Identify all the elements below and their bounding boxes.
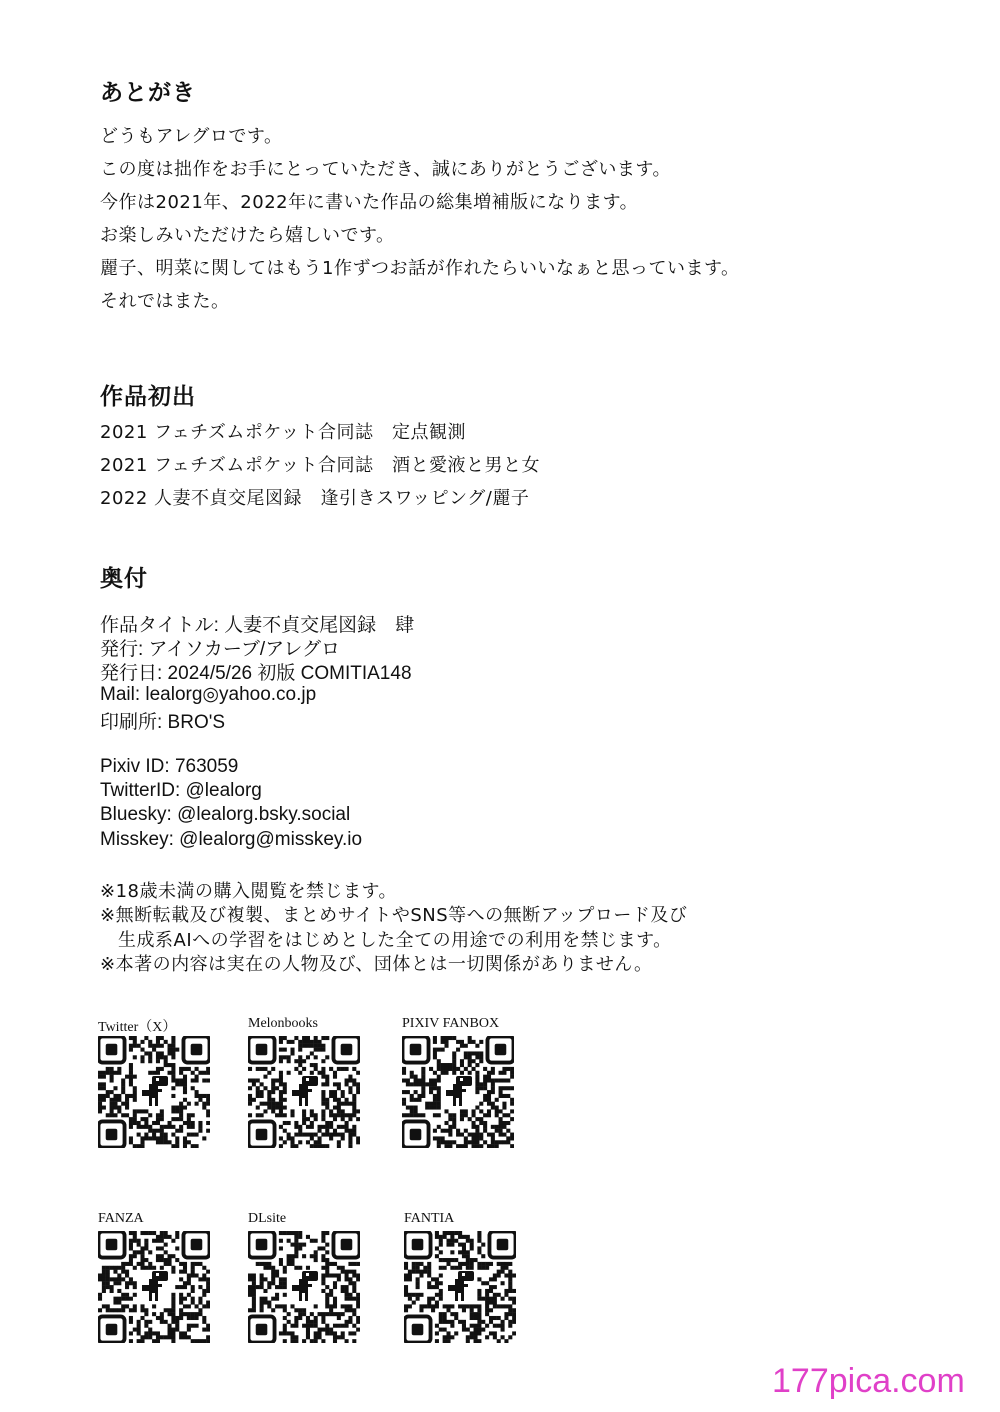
social-line: TwitterID: @lealorg: [100, 780, 262, 801]
qr-block-fantia: [404, 1211, 524, 1343]
qr-finder-core: [106, 1239, 118, 1251]
social-line: Bluesky: @lealorg.bsky.social: [100, 804, 351, 825]
dinosaur-icon: [292, 1271, 318, 1301]
colophon-detail: 発行日: 2024/5/26 初版 COMITIA148: [100, 663, 412, 684]
afterword-line: 今作は2021年、2022年に書いた作品の総集増補版になります。: [100, 192, 639, 213]
qr-block-dlsite: [248, 1211, 368, 1343]
qr-block-twitter: [98, 1016, 218, 1148]
colophon-detail: 作品タイトル: 人妻不貞交尾図録 肆: [100, 615, 415, 636]
qr-finder-core: [412, 1324, 424, 1336]
dinosaur-icon: [142, 1271, 168, 1301]
afterword-title: あとがき: [100, 80, 196, 106]
qr-label: FANTIA: [404, 1211, 455, 1226]
qr-finder-core: [412, 1239, 424, 1251]
first-published-title: 作品初出: [100, 384, 196, 410]
first-published-line: 2021 フェチズムポケット合同誌 酒と愛液と男と女: [100, 455, 541, 476]
qr-label: Twitter（X）: [98, 1020, 177, 1035]
qr-finder-core: [106, 1324, 118, 1336]
qr-finder-core: [410, 1044, 422, 1056]
dinosaur-icon: [446, 1076, 472, 1106]
qr-code[interactable]: [98, 1036, 210, 1148]
qr-block-melonbooks: [248, 1016, 368, 1148]
qr-finder-core: [256, 1044, 268, 1056]
qr-label: PIXIV FANBOX: [402, 1016, 500, 1031]
qr-finder-core: [106, 1129, 118, 1141]
qr-finder-core: [341, 1044, 353, 1056]
watermark: 177pica.com: [772, 1362, 965, 1400]
colophon-detail: 発行: アイソカーブ/アレグロ: [100, 639, 341, 660]
qr-label: FANZA: [98, 1211, 144, 1226]
colophon-title: 奥付: [100, 566, 148, 592]
qr-block-fanza: [98, 1211, 218, 1343]
first-published-line: 2021 フェチズムポケット合同誌 定点観測: [100, 422, 467, 443]
social-line: Misskey: @lealorg@misskey.io: [100, 829, 363, 850]
qr-finder-core: [256, 1129, 268, 1141]
first-published-line: 2022 人妻不貞交尾図録 逢引きスワッピング/麗子: [100, 488, 530, 509]
dinosaur-icon: [142, 1076, 168, 1106]
qr-code[interactable]: [402, 1036, 514, 1148]
qr-code[interactable]: [98, 1231, 210, 1343]
dinosaur-icon: [448, 1271, 474, 1301]
qr-label: Melonbooks: [248, 1016, 318, 1031]
notice-line: ※18歳未満の購入閲覧を禁じます。: [100, 881, 398, 902]
afterword-line: 麗子、明菜に関してはもう1作ずつお話が作れたらいいなぁと思っています。: [100, 258, 740, 279]
afterword-line: それではまた。: [100, 291, 230, 312]
qr-label: DLsite: [248, 1211, 287, 1226]
notice-line: ※本著の内容は実在の人物及び、団体とは一切関係がありません。: [100, 954, 653, 975]
notice-line: 生成系AIへの学習をはじめとした全ての用途での利用を禁じます。: [118, 930, 672, 951]
qr-finder-core: [256, 1324, 268, 1336]
qr-block-fanbox: [402, 1016, 522, 1148]
afterword-line: お楽しみいただけたら嬉しいです。: [100, 225, 395, 246]
notice-line: ※無断転載及び複製、まとめサイトやSNS等への無断アップロード及び: [100, 905, 688, 926]
qr-finder-core: [256, 1239, 268, 1251]
colophon-detail: 印刷所: BRO'S: [100, 712, 226, 733]
afterword-line: この度は拙作をお手にとっていただき、誠にありがとうございます。: [100, 159, 671, 180]
social-line: Pixiv ID: 763059: [100, 756, 239, 777]
qr-code[interactable]: [404, 1231, 516, 1343]
qr-code[interactable]: [248, 1036, 360, 1148]
qr-finder-core: [106, 1044, 118, 1056]
qr-finder-core: [341, 1239, 353, 1251]
dinosaur-icon: [292, 1076, 318, 1106]
afterword-line: どうもアレグロです。: [100, 126, 283, 147]
qr-finder-core: [410, 1129, 422, 1141]
qr-finder-core: [191, 1239, 203, 1251]
qr-finder-core: [495, 1044, 507, 1056]
colophon-detail: Mail: lealorg◎yahoo.co.jp: [100, 684, 317, 705]
qr-code[interactable]: [248, 1231, 360, 1343]
qr-finder-core: [191, 1044, 203, 1056]
qr-finder-core: [497, 1239, 509, 1251]
